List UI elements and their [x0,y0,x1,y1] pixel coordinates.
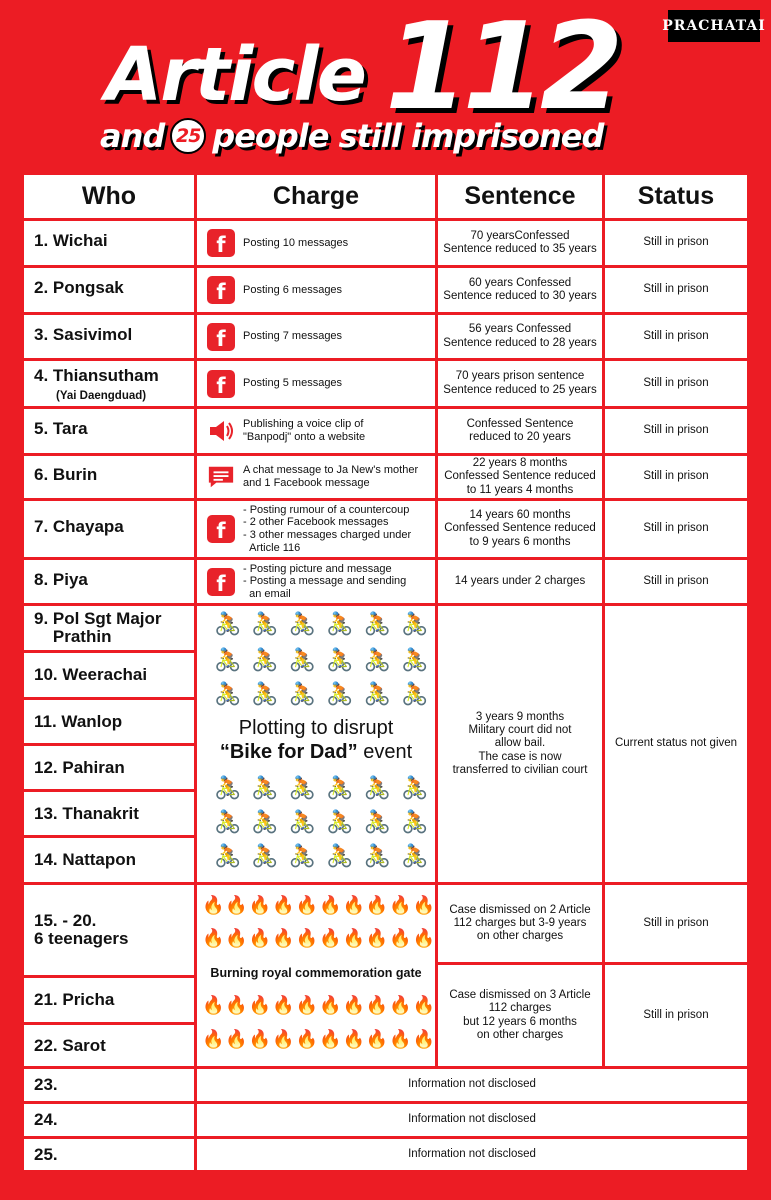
who-cell: 10. Weerachai [24,653,194,697]
charge-cell [197,315,435,358]
charge-text: A chat message to Ja New's mother and 1 Facebook message [243,464,419,489]
header-who: Who [24,175,194,218]
status-cell: Still in prison [605,361,747,406]
charge-text: - Posting picture and message - Posting a message and sending an email [243,562,407,600]
who-name: 1. Wichai [34,231,108,250]
bike-sentence: 3 years 9 months Military court did not allow bail. The case is now transferred to civilian court [438,606,602,882]
who-name: 3. Sasivimol [34,325,133,344]
gate-charge-text: Burning royal commemoration gate [210,966,422,980]
who-cell: 11. Wanlop [24,700,194,743]
charge-text: Posting 5 messages [243,377,343,390]
who-cell [24,361,194,406]
sentence-cell: 14 years 60 months Confessed Sentence reduced to 9 years 6 months [438,501,602,557]
charge-cell [197,409,435,453]
charge-cell [197,361,435,406]
subtitle [100,118,603,154]
charge-text: Posting 6 messages [243,283,343,296]
fire-icons-row: 🔥🔥🔥🔥🔥🔥🔥🔥🔥🔥 [202,1029,437,1050]
facebook-icon: f [207,323,235,351]
who-cell [24,268,194,312]
subtitle-rest: people still imprisoned [212,117,604,155]
who-cell: 23. [24,1069,194,1101]
facebook-icon: f [207,515,235,543]
fire-icons-row: 🔥🔥🔥🔥🔥🔥🔥🔥🔥🔥 [202,928,437,949]
status-cell: Still in prison [605,501,747,557]
header-sentence: Sentence [438,175,602,218]
who-pricha: 21. Pricha [24,978,194,1022]
charge-text: Posting 7 messages [243,330,343,343]
bike-charge-tail: event [357,741,413,763]
who-sarot: 22. Sarot [24,1025,194,1066]
sentence-cell: 60 years Confessed Sentence reduced to 30 years [438,268,602,312]
bike-icons-row: 🚴🚴🚴🚴🚴🚴 [214,612,439,637]
bike-icons-row: 🚴🚴🚴🚴🚴🚴 [214,810,439,835]
sentence-cell: 22 years 8 months Confessed Sentence reduced to 11 years 4 months [438,456,602,498]
charge-cell [197,268,435,312]
who-teenagers: 15. - 20. 6 teenagers [24,885,194,975]
speaker-icon [207,419,235,443]
facebook-icon: f [207,370,235,398]
gate-status-b: Still in prison [605,965,747,1066]
sentence-cell: 14 years under 2 charges [438,560,602,603]
info-cell: Information not disclosed [197,1104,747,1136]
title-112: 112 [385,0,618,137]
status-cell: Still in prison [605,315,747,358]
bike-charge-line2 [196,740,436,764]
who-cell [24,456,194,498]
who-cell: 25. [24,1139,194,1170]
charge-cell [197,221,435,265]
who-cell: 14. Nattapon [24,838,194,882]
who-name: 2. Pongsak [34,278,124,297]
who-cell [24,221,194,265]
sentence-cell: 70 yearsConfessed Sentence reduced to 35 years [438,221,602,265]
info-cell: Information not disclosed [197,1069,747,1101]
facebook-icon: f [207,568,235,596]
who-cell: 9. Pol Sgt Major Prathin [24,606,194,650]
bike-icons-row: 🚴🚴🚴🚴🚴🚴 [214,776,439,801]
sentence-cell: 70 years prison sentence Sentence reduced to 25 years [438,361,602,406]
status-cell: Still in prison [605,221,747,265]
header-charge: Charge [197,175,435,218]
who-cell: 24. [24,1104,194,1136]
who-name: 8. Piya [34,570,88,589]
bike-icons-row: 🚴🚴🚴🚴🚴🚴 [214,682,439,707]
status-cell: Still in prison [605,456,747,498]
bike-icons-row: 🚴🚴🚴🚴🚴🚴 [214,648,439,673]
bike-charge-text [196,716,436,764]
subtitle-and: and [100,117,165,155]
gate-sentence-b: Case dismissed on 3 Article 112 charges but 12 years 6 months on other charges [438,965,602,1066]
who-subname: (Yai Daengduad) [56,389,147,402]
status-cell: Still in prison [605,409,747,453]
charge-cell [197,560,435,603]
gate-sentence-a: Case dismissed on 2 Article 112 charges but 3-9 years on other charges [438,885,602,962]
charge-text: Posting 10 messages [243,236,349,249]
who-cell: 13. Thanakrit [24,792,194,835]
count-badge: 25 [170,118,206,154]
who-name: 5. Tara [34,419,88,438]
info-cell: Information not disclosed [197,1139,747,1170]
gate-status-a: Still in prison [605,885,747,962]
bike-icons-row: 🚴🚴🚴🚴🚴🚴 [214,844,439,869]
who-cell [24,315,194,358]
charge-cell [197,501,435,557]
facebook-icon: f [207,276,235,304]
sentence-cell: 56 years Confessed Sentence reduced to 28 years [438,315,602,358]
who-name: 6. Burin [34,465,98,484]
status-cell: Still in prison [605,268,747,312]
header-status: Status [605,175,747,218]
sentence-cell: Confessed Sentence reduced to 20 years [438,409,602,453]
who-name: 4. Thiansutham [34,366,159,385]
who-name: 7. Chayapa [34,517,124,536]
who-cell [24,501,194,557]
who-cell [24,560,194,603]
bike-charge-line1: Plotting to disrupt [238,717,394,739]
bike-status: Current status not given [605,606,747,882]
fire-icons-row: 🔥🔥🔥🔥🔥🔥🔥🔥🔥🔥 [202,995,437,1016]
status-cell: Still in prison [605,560,747,603]
charge-text: - Posting rumour of a countercoup - 2 other Facebook messages - 3 other messages charged under Article 116 [243,503,412,554]
title-article: Article [105,32,365,118]
chat-icon [207,464,235,490]
who-cell [24,409,194,453]
prachatai-logo: PRACHATAI [668,10,760,42]
charge-text: Publishing a voice clip of "Banpodj" onto a website [243,418,366,443]
facebook-icon: f [207,229,235,257]
bike-for-dad: “Bike for Dad” [219,741,358,763]
who-cell: 12. Pahiran [24,746,194,789]
charge-cell [197,456,435,498]
fire-icons-row: 🔥🔥🔥🔥🔥🔥🔥🔥🔥🔥 [202,895,437,916]
